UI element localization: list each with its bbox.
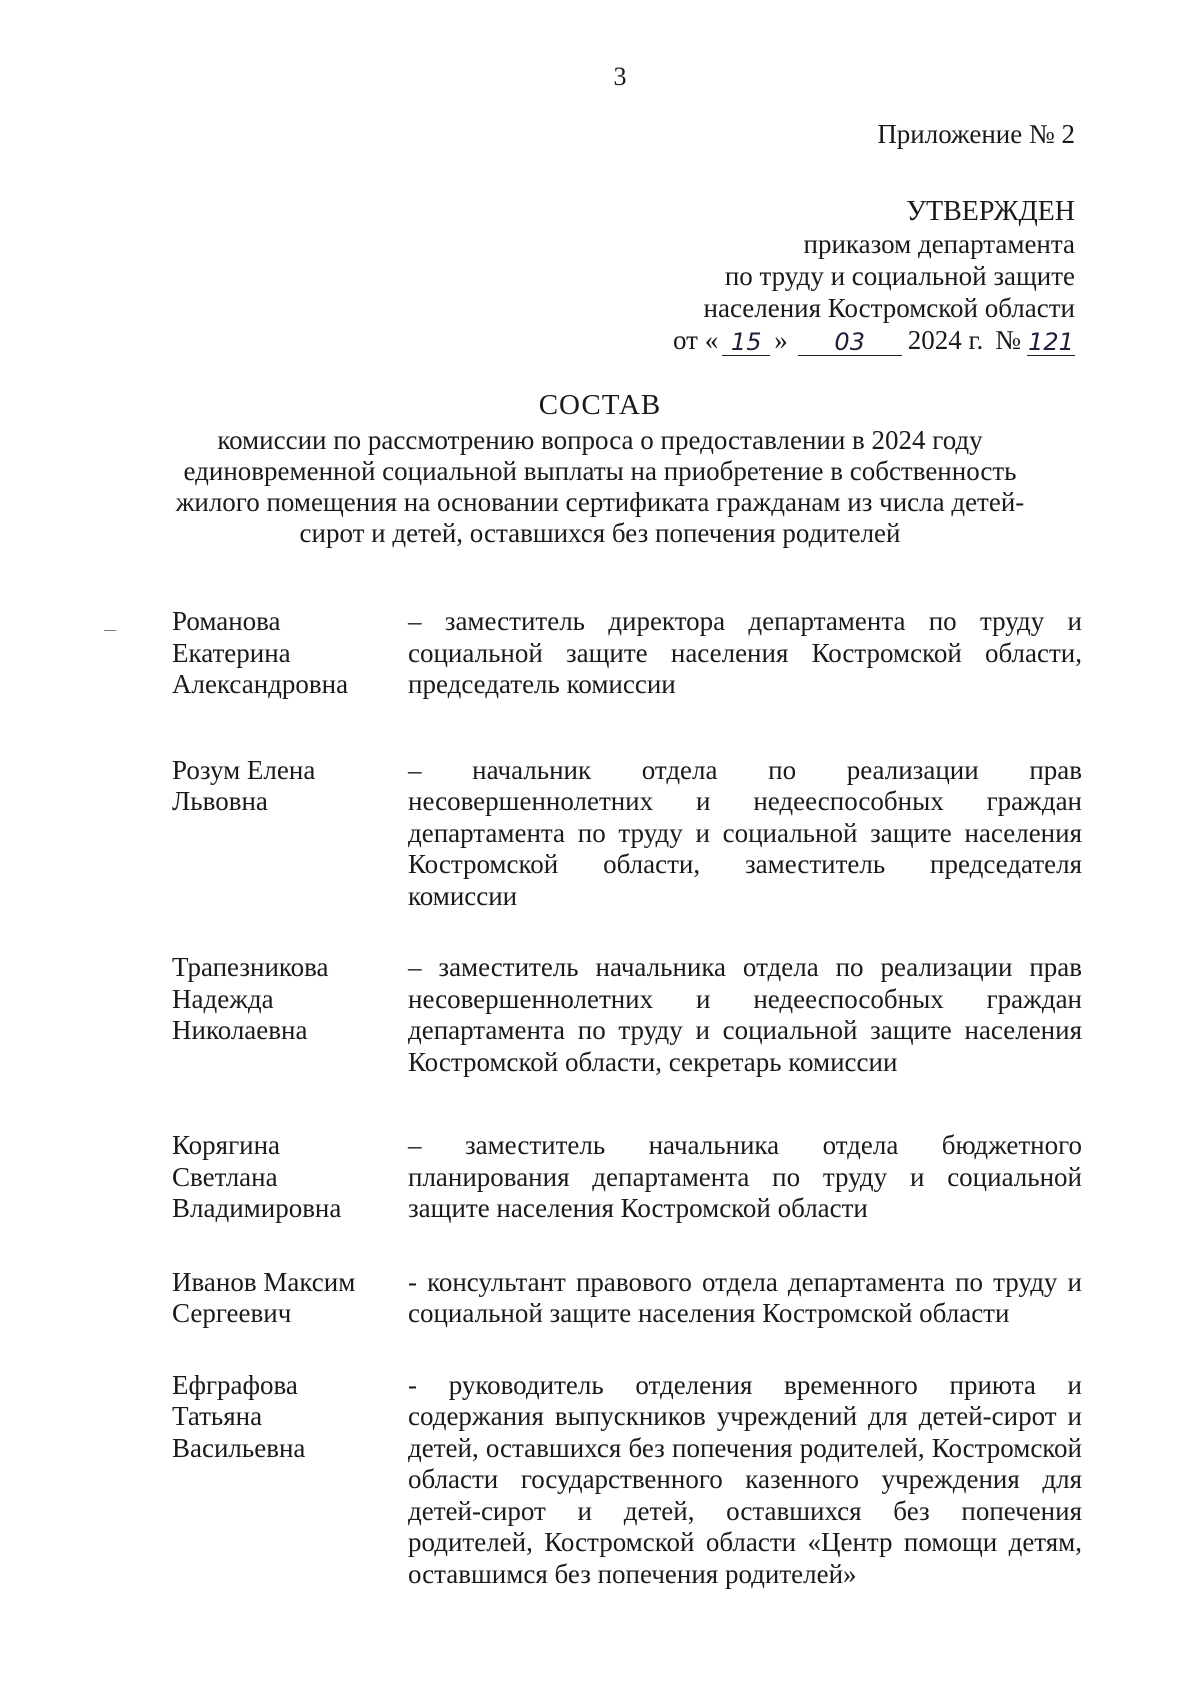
member-surname: Корягина — [172, 1130, 281, 1160]
member-role: - консультант правового отдела департамента по труду и социальной защите населения Костромской области — [408, 1266, 1082, 1328]
member-row — [172, 606, 1082, 701]
approval-line-2: по труду и социальной защите — [724, 261, 1075, 291]
approval-block — [673, 118, 1075, 356]
order-number-handwritten: 121 — [1028, 328, 1074, 356]
member-name — [172, 755, 408, 913]
member-patronymic: Васильевна — [172, 1432, 306, 1463]
title-subtitle: комиссии по рассмотрению вопроса о предоставлении в 2024 году единовременной социальной выплаты на приобретение в собственность жилого помещения на основании сертификата гражданам из числа детей-сирот и детей, оставшихся без попечения родителей — [175, 425, 1025, 548]
member-name — [172, 1370, 408, 1591]
member-surname: Розум Елена — [172, 754, 316, 785]
approval-line-1: приказом департамента — [803, 229, 1075, 259]
order-date-line — [673, 324, 1075, 356]
commission-members — [172, 606, 1082, 1636]
member-first-name: Сергеевич — [172, 1298, 292, 1328]
order-quote-close: » — [774, 325, 788, 355]
member-surname: Трапезникова — [172, 952, 329, 982]
approved-heading: УТВЕРЖДЕН — [906, 196, 1075, 227]
order-month-handwritten: 03 — [798, 329, 902, 356]
appendix-label: Приложение № 2 — [877, 119, 1075, 149]
member-role: – заместитель начальника отдела бюджетного планирования департамента по труду и социальной защите населения Костромской области — [408, 1130, 1082, 1223]
member-name — [172, 606, 408, 701]
member-name — [172, 952, 408, 1078]
member-surname: Романова — [172, 606, 281, 636]
order-prefix: от « — [673, 325, 719, 355]
member-patronymic: Николаевна — [172, 1015, 308, 1045]
document-title — [0, 390, 1200, 549]
member-role: - руководитель отделения временного приюта и содержания выпускников учреждений для детей-сирот и детей, оставшихся без попечения родителей, Костромской области государственного казенного учреждения для детей-сирот и детей, оставшихся без попечения родителей, Костромской области «Центр помощи детям, оставшимся без попечения родителей» — [408, 1369, 1082, 1589]
member-row — [172, 1130, 1082, 1225]
member-name — [172, 1130, 408, 1225]
member-row — [172, 755, 1082, 913]
member-surname: Иванов Максим — [172, 1266, 356, 1297]
member-row — [172, 1370, 1082, 1591]
order-day-handwritten: 15 — [722, 329, 770, 356]
member-row — [172, 1267, 1082, 1330]
member-first-name: Львовна — [172, 786, 268, 816]
member-first-name: Татьяна — [172, 1401, 263, 1431]
member-role: – заместитель начальника отдела по реализации прав несовершеннолетних и недееспособных граждан департамента по труду и социальной защите населения Костромской области, секретарь комиссии — [408, 952, 1082, 1077]
member-name — [172, 1267, 408, 1330]
member-role: – начальник отдела по реализации прав несовершеннолетних и недееспособных граждан департамента по труду и социальной защите населения Костромской области, заместитель председателя комиссии — [408, 754, 1082, 911]
order-year: 2024 г. — [907, 325, 984, 355]
member-surname: Ефграфова — [172, 1369, 298, 1400]
member-row — [172, 952, 1082, 1078]
member-first-name: Светлана — [172, 1161, 278, 1192]
member-role: – заместитель директора департамента по труду и социальной защите населения Костромской области, председатель комиссии — [408, 606, 1082, 699]
margin-tick — [104, 630, 116, 631]
order-number-label: № — [995, 325, 1021, 355]
page-number: 3 — [613, 62, 627, 91]
member-patronymic: Александровна — [172, 669, 349, 699]
member-first-name: Екатерина — [172, 637, 291, 668]
title-main: СОСТАВ — [538, 389, 662, 421]
approval-line-3: населения Костромской области — [703, 293, 1075, 323]
member-first-name: Надежда — [172, 983, 274, 1014]
member-patronymic: Владимировна — [172, 1193, 342, 1223]
